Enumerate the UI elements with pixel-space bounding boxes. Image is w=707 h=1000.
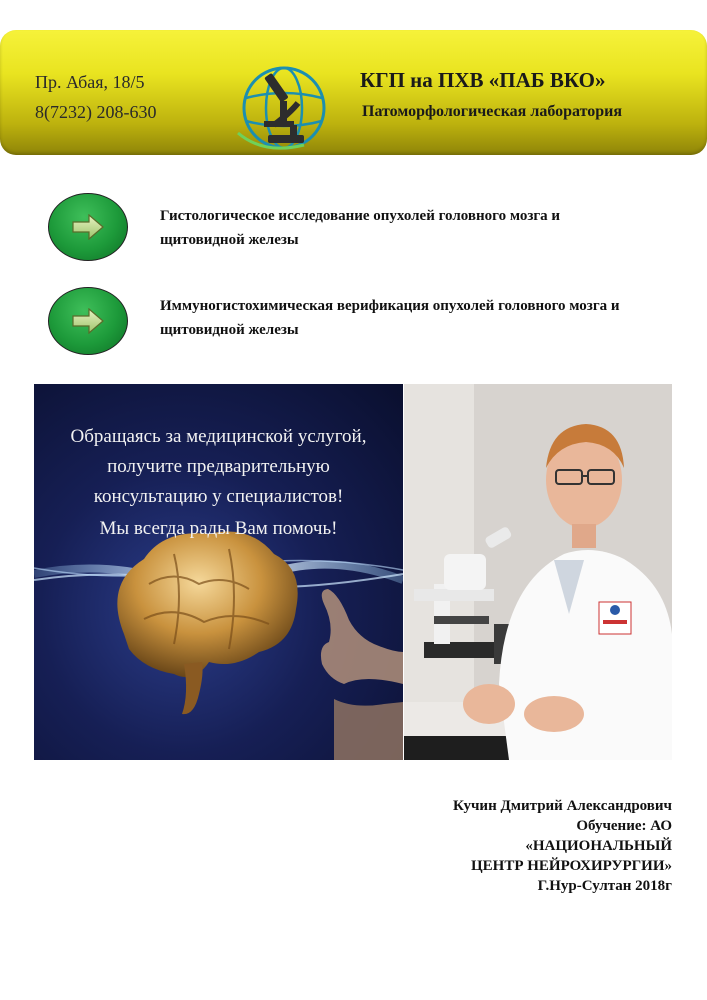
promo-line-3: консультацию у специалистов!: [93, 486, 344, 507]
specialist-illustration: [404, 384, 672, 760]
organization-subtitle: Патоморфологическая лаборатория: [362, 103, 623, 120]
promo-line-1: Обращаясь за медицинской услугой,: [70, 426, 367, 447]
address-text: Пр. Абая, 18/5: [35, 72, 145, 92]
service-1-line-1: Гистологическое исследование опухолей головного мозга и: [160, 208, 561, 224]
service-1-arrow-button[interactable]: [48, 193, 128, 261]
specialist-org-line-2: ЦЕНТР НЕЙРОХИРУРГИИ»: [470, 858, 672, 874]
header-banner: [0, 30, 707, 155]
service-2-line-2: щитовидной железы: [160, 322, 299, 338]
service-2-line-1: Иммуногистохимическая верификация опухолей головного мозга и: [160, 298, 620, 314]
service-1-text: [160, 204, 680, 252]
service-2-arrow-button[interactable]: [48, 287, 128, 355]
arrow-right-icon: [72, 214, 104, 240]
arrow-right-icon: [72, 308, 104, 334]
microscope-logo-icon: [234, 63, 330, 153]
promo-line-2: получите предварительную: [107, 456, 330, 477]
phone-text: 8(7232) 208-630: [35, 102, 157, 122]
promo-line-4: Мы всегда рады Вам помочь!: [99, 518, 338, 539]
specialist-name: Кучин Дмитрий Александрович: [452, 798, 672, 814]
service-2-text: [160, 294, 680, 342]
brain-promo-image: [34, 384, 403, 760]
specialist-photo: [404, 384, 672, 760]
specialist-city-year: Г.Нур-Султан 2018г: [537, 878, 672, 894]
service-1-line-2: щитовидной железы: [160, 232, 299, 248]
specialist-training-label: Обучение: АО: [576, 818, 672, 834]
specialist-org-line-1: «НАЦИОНАЛЬНЫЙ: [525, 838, 672, 854]
organization-title: КГП на ПХВ «ПАБ ВКО»: [360, 68, 606, 92]
